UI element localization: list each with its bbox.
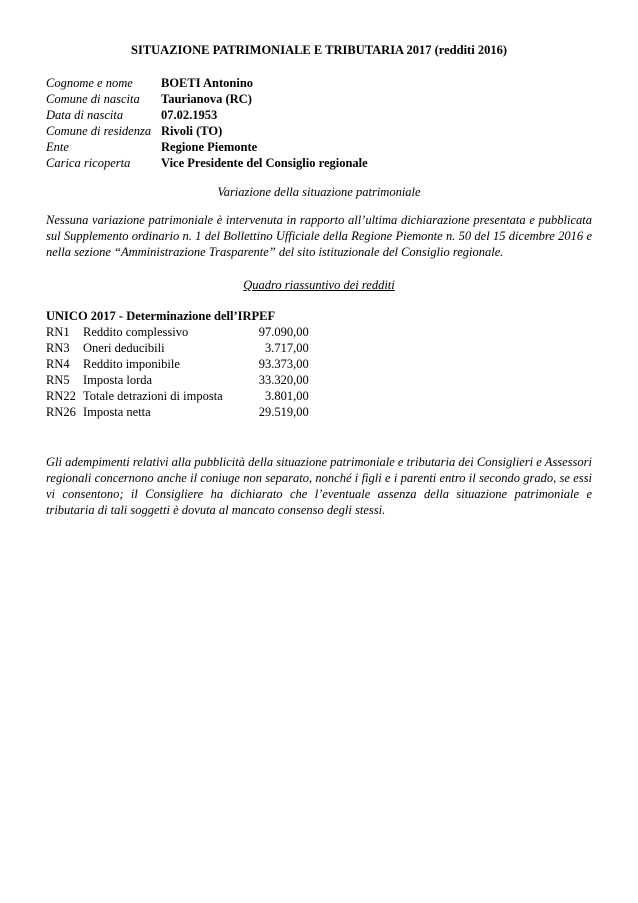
info-row-birthdate — [46, 107, 368, 123]
irpef-description: Imposta lorda — [83, 373, 153, 387]
document-title: SITUAZIONE PATRIMONIALE E TRIBUTARIA 2017 (redditi 2016) — [131, 43, 507, 57]
irpef-description: Reddito complessivo — [83, 325, 189, 339]
irpef-amount: 3.717,00 — [264, 341, 309, 355]
irpef-amount: 33.320,00 — [258, 373, 309, 387]
info-value: 07.02.1953 — [161, 108, 218, 122]
irpef-table — [46, 324, 309, 420]
info-row-name — [46, 75, 368, 91]
patrimoniale-paragraph: Nessuna variazione patrimoniale è intervenuta in rapporto all’ultima dichiarazione presentata e pubblicata sul Supplemento ordinario n. 1 del Bollettino Ufficiale della Regione Piemonte n. 50 del 15 dicembre 2016 e nella sezione “Amministrazione Trasparente” del sito istituzionale del Consiglio regionale. — [46, 213, 592, 259]
irpef-code: RN3 — [46, 341, 70, 355]
irpef-code: RN22 — [46, 389, 76, 403]
irpef-title: UNICO 2017 - Determinazione dell’IRPEF — [46, 309, 276, 323]
personal-info-table — [46, 75, 368, 171]
irpef-amount: 93.373,00 — [258, 357, 309, 371]
table-row — [46, 372, 309, 388]
info-label: Ente — [46, 140, 69, 154]
irpef-amount: 3.801,00 — [264, 389, 309, 403]
table-row — [46, 340, 309, 356]
info-row-entity — [46, 139, 368, 155]
info-row-residence — [46, 123, 368, 139]
irpef-code: RN26 — [46, 405, 76, 419]
irpef-description: Totale detrazioni di imposta — [83, 389, 223, 403]
irpef-code: RN5 — [46, 373, 70, 387]
info-row-office — [46, 155, 368, 171]
info-value: BOETI Antonino — [161, 76, 254, 90]
table-row — [46, 324, 309, 340]
info-label: Data di nascita — [46, 108, 124, 122]
info-row-birthplace — [46, 91, 368, 107]
info-value: Vice Presidente del Consiglio regionale — [161, 156, 368, 170]
info-value: Taurianova (RC) — [161, 92, 252, 106]
table-row — [46, 356, 309, 372]
info-label: Comune di nascita — [46, 92, 140, 106]
irpef-description: Imposta netta — [83, 405, 151, 419]
irpef-code: RN4 — [46, 357, 70, 371]
irpef-code: RN1 — [46, 325, 70, 339]
irpef-description: Oneri deducibili — [83, 341, 165, 355]
irpef-amount: 97.090,00 — [258, 325, 309, 339]
redditi-heading: Quadro riassuntivo dei redditi — [243, 278, 395, 292]
info-label: Carica ricoperta — [46, 156, 131, 170]
info-label: Cognome e nome — [46, 76, 133, 90]
patrimoniale-heading: Variazione della situazione patrimoniale — [217, 185, 421, 199]
info-label: Comune di residenza — [46, 124, 152, 138]
info-value: Regione Piemonte — [161, 140, 258, 154]
table-row — [46, 388, 309, 404]
info-value: Rivoli (TO) — [161, 124, 223, 138]
irpef-description: Reddito imponibile — [83, 357, 180, 371]
closing-paragraph: Gli adempimenti relativi alla pubblicità della situazione patrimoniale e tributaria dei Consiglieri e Assessori regionali concernono anche il coniuge non separato, nonché i figli e i parenti entro il secondo grado, se essi vi consentono; il Consigliere ha dichiarato che l’eventuale assenza della situazione patrimoniale e tributaria di tali soggetti è dovuta al mancato consenso degli stessi. — [46, 455, 592, 517]
table-row — [46, 404, 309, 420]
irpef-amount: 29.519,00 — [258, 405, 309, 419]
